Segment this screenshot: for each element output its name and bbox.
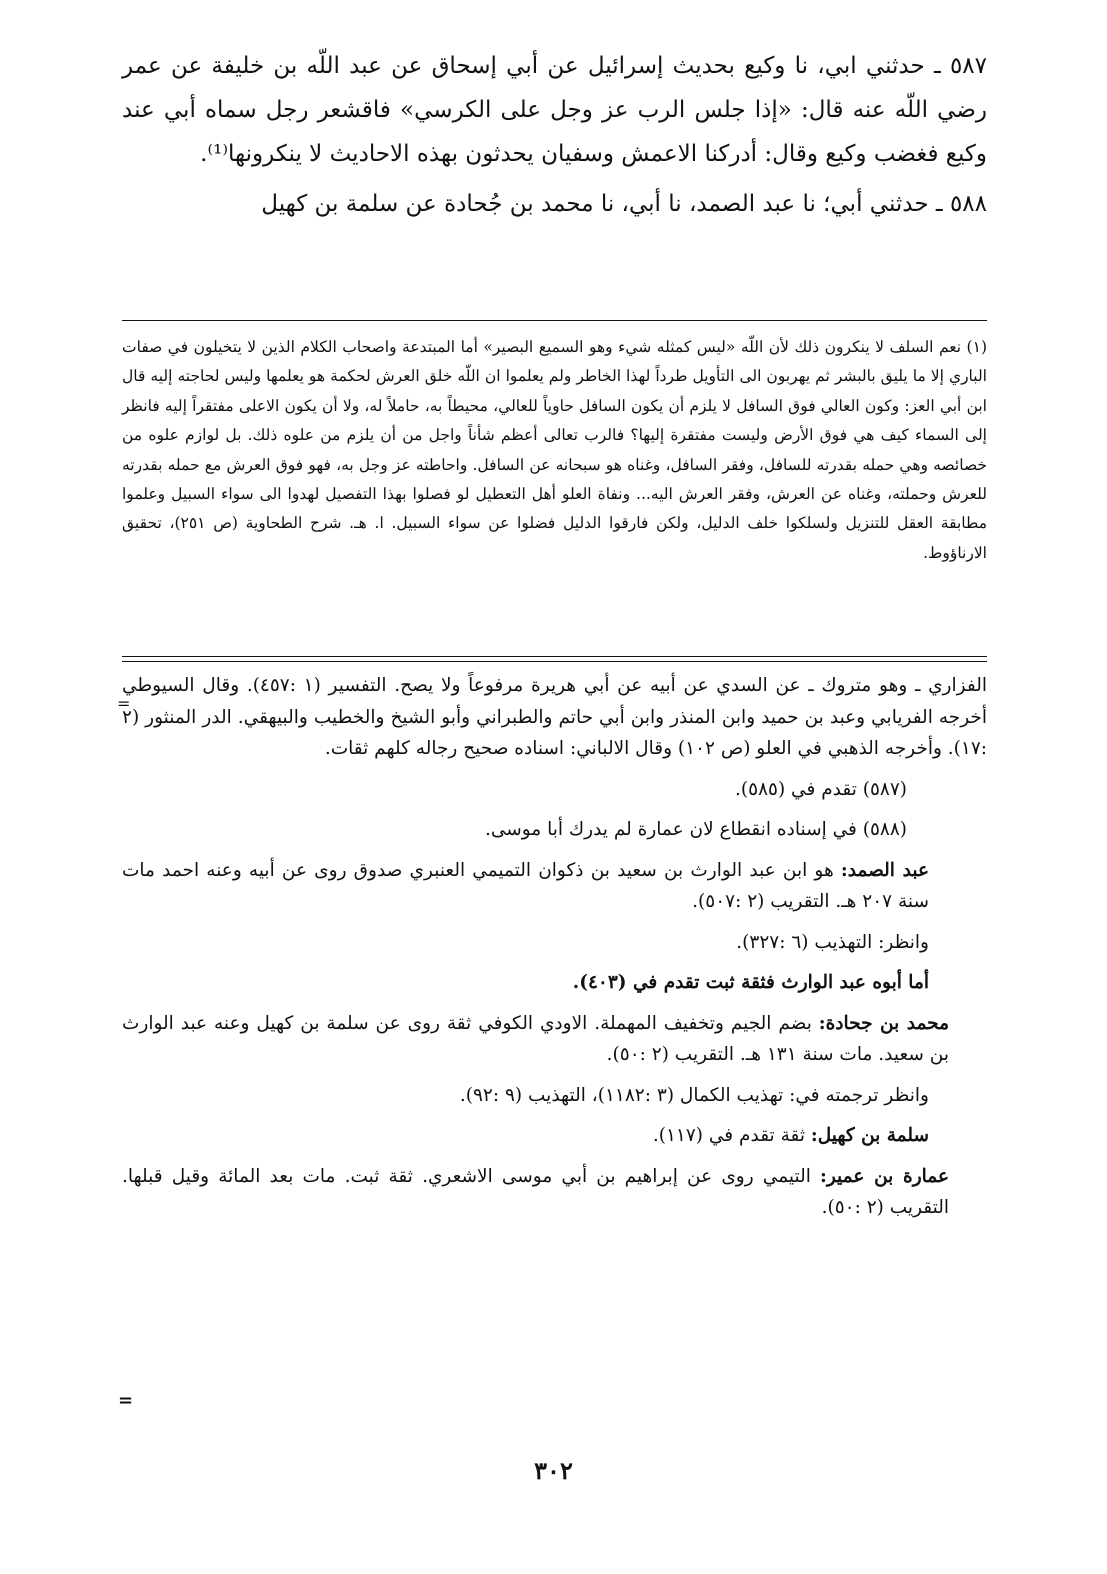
narrator-name: سلمة بن كهيل:	[810, 1125, 929, 1146]
end-mark: =	[118, 1390, 134, 1411]
continuation-mark: =	[117, 694, 131, 713]
hadith-587: ٥٨٧ ـ حدثني ابي، نا وكيع بحديث إسرائيل عن أبي إسحاق عن عبد اللّه بن خليفة عن عمر رضي اللّه عنه قال: «إذا جلس الرب عز وجل على الكرسي» فاقشعر رجل سماه أبي عند وكيع فغضب وكيع وقال: أدركنا الاعمش وسفيان يحدثون بهذه الاحاديث لا ينكرونها⁽¹⁾.	[122, 53, 987, 167]
narrator-abd-alwarith	[122, 967, 987, 999]
narrator-bio: بضم الجيم وتخفيف المهملة. الاودي الكوفي ثقة روى عن سلمة بن كهيل وعنه عبد الوارث بن سعيد. مات سنة ١٣١ هـ. التقريب (٢ :٥٠).	[122, 1012, 949, 1065]
footnote-block	[122, 333, 987, 568]
see-also-tahdhib-kamal: وانظر ترجمته في: تهذيب الكمال (٣ :١١٨٢)، التهذيب (٩ :٩٢).	[459, 1084, 929, 1106]
footnote-rule	[122, 320, 987, 321]
narrator-bio: التيمي روى عن إبراهيم بن أبي موسى الاشعري. ثقة ثبت. مات بعد المائة وقيل قبلها. التقريب (٢ :٥٠).	[122, 1165, 949, 1218]
narrator-name: عمارة بن عمير:	[820, 1165, 949, 1187]
main-text	[122, 44, 987, 226]
narrator-muhammad-juhada	[122, 1008, 987, 1071]
commentary-rule-bottom	[122, 661, 987, 662]
narrator-bio: هو ابن عبد الوارث بن سعيد بن ذكوان التميمي العنبري صدوق روى عن أبيه وعنه احمد مات سنة ٢٠٧ هـ. التقريب (٢ :٥٠٧).	[122, 859, 929, 912]
narrator-name: عبد الصمد:	[840, 859, 930, 881]
commentary-rule-top	[122, 656, 987, 657]
narrator-abd-alsamad	[122, 855, 987, 918]
commentary-block	[122, 670, 987, 1224]
narrator-name: محمد بن جحادة:	[818, 1012, 949, 1034]
see-also-tahdhib: وانظر: التهذيب (٦ :٣٢٧).	[736, 931, 929, 953]
narrator-salama	[122, 1120, 987, 1152]
footnote-1: (١) نعم السلف لا ينكرون ذلك لأن اللّه «ليس كمثله شيء وهو السميع البصير» أما المبتدعة واصحاب الكلام الذين لا يتخيلون في صفات الباري إلا ما يليق بالبشر ثم يهربون الى التأويل طرداً لهذا الخاطر ولم يعلموا ان اللّه خلق العرش لحكمة هو يعلمها وليس لحاجته إليه قال ابن أبي العز: وكون العالي فوق السافل لا يلزم أن يكون السافل حاوياً للعالي، محيطاً به، حاملاً له، ولا أن يكون الاعلى مفتقراً إليه فانظر إلى السماء كيف هي فوق الأرض وليست مفتقرة إليها؟ فالرب تعالى أعظم شأناً واجل من أن يلزم من علوه ذلك. بل لوازم علوه من خصائصه وهي حمله بقدرته للسافل، وفقر السافل، وغناه هو سبحانه عن السافل. واحاطته عز وجل به، فهو فوق العرش مع حمله بقدرته للعرش وحملته، وغناه عن العرش، وفقر العرش اليه... ونفاة العلو أهل التعطيل لو فصلوا بهذا التفصيل لهدوا الى سواء السبيل وعلموا مطابقة العقل للتنزيل ولسلكوا خلف الدليل، ولكن فارقوا الدليل فضلوا عن سواء السبيل. ا. هـ. شرح الطحاوية (ص ٢٥١)، تحقيق الارناؤوط.	[122, 338, 987, 562]
note-588: (٥٨٨) في إسناده انقطاع لان عمارة لم يدرك أبا موسى.	[484, 819, 907, 840]
hadith-588: ٥٨٨ ـ حدثني أبي؛ نا عبد الصمد، نا أبي، نا محمد بن جُحادة عن سلمة بن كهيل	[261, 191, 987, 217]
page-number: ٣٠٢	[534, 1456, 573, 1485]
narrator-umara	[122, 1161, 987, 1224]
narrator-bio: ثقة تقدم في (١١٧).	[652, 1125, 811, 1146]
note-587: (٥٨٧) تقدم في (٥٨٥).	[735, 778, 907, 800]
narrator-line-bold: أما أبوه عبد الوارث فثقة ثبت تقدم في (٤٠٣).	[572, 972, 929, 993]
commentary-continued: الفزاري ـ وهو متروك ـ عن السدي عن أبيه عن أبي هريرة مرفوعاً ولا يصح. التفسير (١ :٤٥٧). وقال السيوطي أخرجه الفريابي وعبد بن حميد وابن المنذر وابن أبي حاتم والطبراني وأبو الشيخ والخطيب والبيهقي. الدر المنثور (٢ :١٧). وأخرجه الذهبي في العلو (ص ١٠٢) وقال الالباني: اسناده صحيح رجاله كلهم ثقات.	[122, 675, 987, 759]
